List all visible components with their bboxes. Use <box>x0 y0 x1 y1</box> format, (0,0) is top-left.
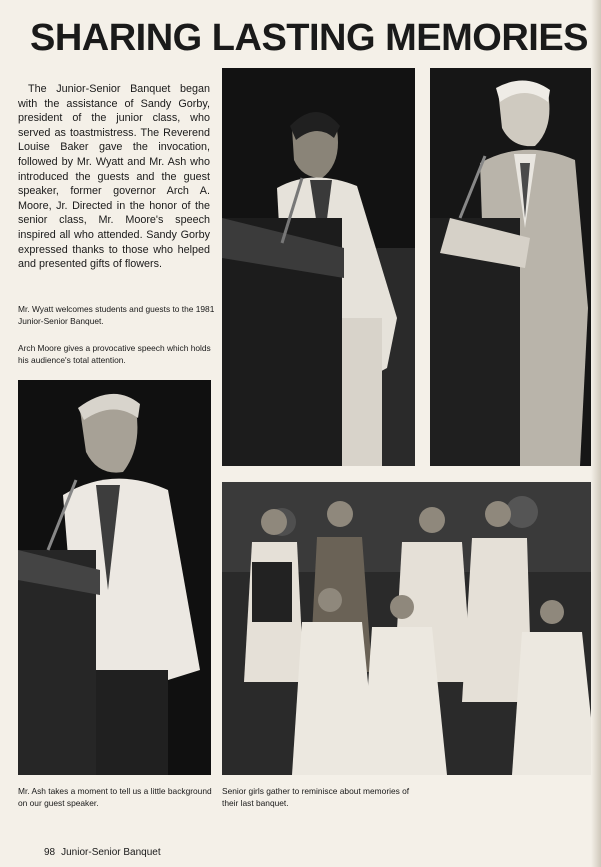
photo-senior-girls <box>222 482 600 775</box>
photo-ash-speaking <box>18 380 211 775</box>
article-body: The Junior-Senior Banquet began with the assistance of Sandy Gorby, president of the junior class, who served as toastmistress. The Reverend Louise Baker gave the invocation, followed by Mr. Wyatt and Mr. Ash who introduced the guests and the guest speaker, former governor Arch A. Moore, Jr. Directed in the honor of the senior class, Mr. Moore's speech inspired all who attended. Sandy Gorby expressed thanks to those who helped and presented gifts of flowers. <box>18 83 210 271</box>
caption-seniors: Senior girls gather to reminisce about memories of their last banquet. <box>222 786 410 808</box>
footer-section-label: Junior-Senior Banquet <box>61 847 161 858</box>
page-edge-shadow <box>591 0 601 867</box>
caption-moore: Arch Moore gives a provocative speech which holds his audience's total attention. <box>18 343 211 365</box>
page-number: 98 <box>44 847 56 858</box>
caption-wyatt: Mr. Wyatt welcomes students and guests to the 1981 Junior-Senior Banquet. <box>18 304 215 326</box>
page-footer <box>44 847 161 858</box>
page-title: SHARING LASTING MEMORIES <box>30 17 589 59</box>
photo-moore-speaking <box>430 68 600 466</box>
caption-ash: Mr. Ash takes a moment to tell us a little background on our guest speaker. <box>18 786 212 808</box>
photo-wyatt-speaking <box>222 68 415 466</box>
